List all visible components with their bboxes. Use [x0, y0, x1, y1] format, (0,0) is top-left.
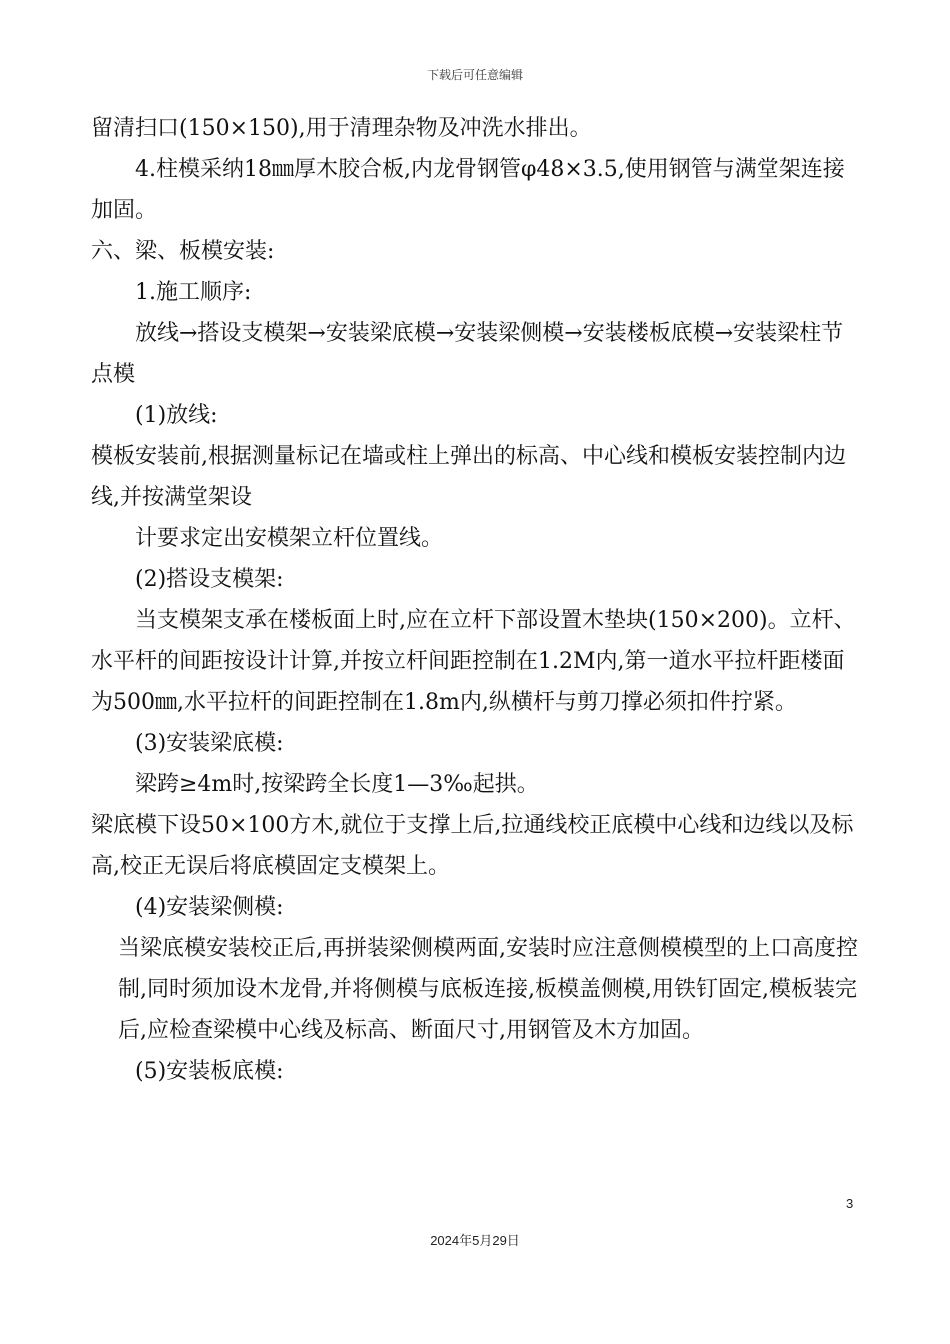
subheading-setting-out: (1)放线:: [135, 403, 218, 428]
subheading-support-frame: (2)搭设支模架:: [135, 567, 284, 592]
section-heading-beam-slab: 六、梁、板模安装:: [91, 239, 275, 264]
subheading-beam-bottom: (3)安装梁底模:: [135, 731, 284, 756]
subheading-slab-bottom: (5)安装板底模:: [135, 1059, 284, 1084]
page-number: 3: [846, 1196, 854, 1211]
paragraph-cleanout: 留清扫口(150×150),用于清理杂物及冲洗水排出。: [91, 116, 592, 141]
page-header: 下载后可任意编辑: [426, 68, 523, 82]
subheading-construction-sequence: 1.施工顺序:: [135, 280, 252, 305]
paragraph-support-frame: 当支模架支承在楼板面上时,应在立杆下部设置木垫块(150×200)。立杆、水平杆的间距按设计计算,并按立杆间距控制在1.2M内,第一道水平拉杆距楼面为500㎜,水平拉杆的间距控制在1.8m内,纵横杆与剪刀撑必须扣件拧紧。: [91, 608, 856, 715]
paragraph-setting-out-cont: 计要求定出安模架立杆位置线。: [135, 526, 444, 551]
paragraph-beam-bottom: 梁底模下设50×100方木,就位于支撑上后,拉通线校正底模中心线和边线以及标高,校正无误后将底模固定支模架上。: [91, 813, 854, 879]
document-body: [91, 108, 861, 1092]
paragraph-column-formwork: 4.柱模采纳18㎜厚木胶合板,内龙骨钢管φ48×3.5,使用钢管与满堂架连接加固。: [91, 157, 845, 223]
paragraph-sequence-steps: 放线→搭设支模架→安装梁底模→安装梁侧模→安装楼板底模→安装梁柱节点模: [91, 321, 844, 387]
paragraph-camber: 梁跨≥4m时,按梁跨全长度1—3‰起拱。: [135, 772, 539, 797]
footer-date: 2024年5月29日: [430, 1233, 520, 1248]
paragraph-beam-side: 当梁底模安装校正后,再拼装梁侧模两面,安装时应注意侧模模型的上口高度控制,同时须加设木龙骨,并将侧模与底板连接,板模盖侧模,用铁钉固定,模板装完后,应检查梁模中心线及标高、断面尺寸,用钢管及木方加固。: [118, 936, 858, 1043]
paragraph-setting-out: 模板安装前,根据测量标记在墙或柱上弹出的标高、中心线和模板安装控制内边线,并按满堂架设: [91, 444, 846, 510]
subheading-beam-side: (4)安装梁侧模:: [135, 895, 284, 920]
